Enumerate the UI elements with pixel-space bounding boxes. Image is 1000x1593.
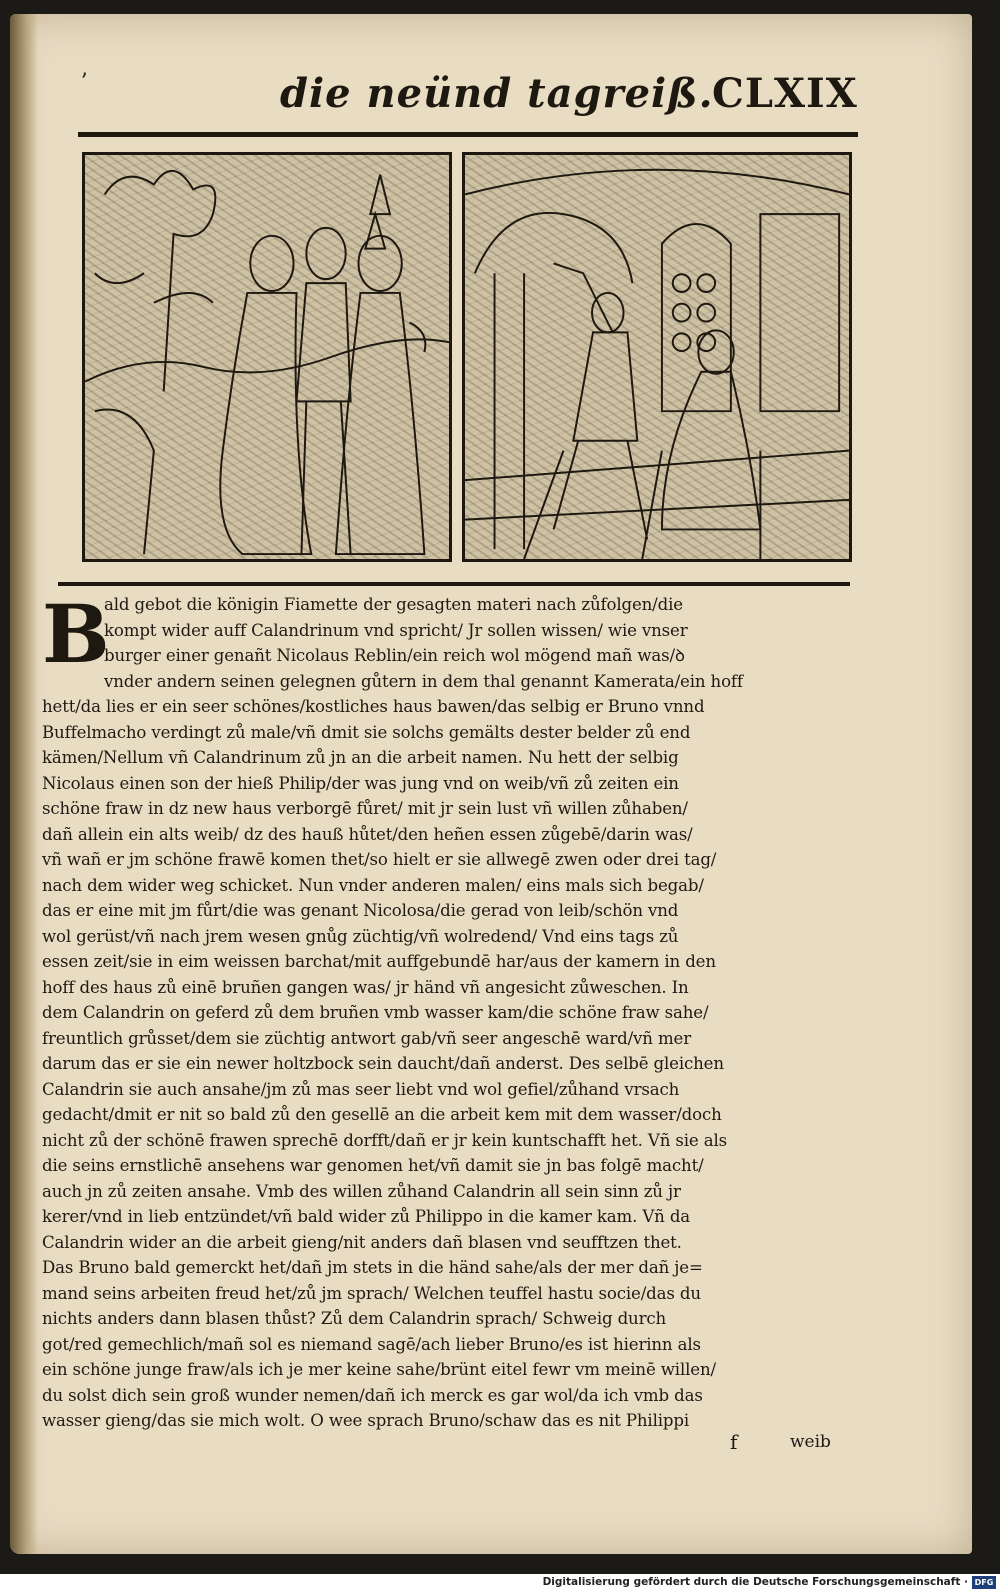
text-line: Nicolaus einen son der hieß Philip/der was jung vnd on weib/vñ zů zeiten ein xyxy=(42,773,679,793)
funding-credit: Digitalisierung gefördert durch die Deutsche Forschungsgemeinschaft · xyxy=(542,1576,968,1588)
signature-mark: f xyxy=(730,1430,738,1454)
text-line: dañ allein ein alts weib/ dz des hauß hůtet/den heñen essen zůgebē/darin was/ xyxy=(42,824,693,844)
text-line: ein schöne junge fraw/als ich je mer keine sahe/brünt eitel fewr vm meinē willen/ xyxy=(42,1360,716,1379)
header-rule xyxy=(78,132,858,137)
text-line: Buffelmacho verdingt zů male/vñ dmit sie solchs gemälts dester belder zů end xyxy=(42,722,691,742)
text-line: wol gerüst/vñ nach jrem wesen gnůg züchtig/vñ wolredend/ Vnd eins tags zů xyxy=(42,926,679,946)
running-head: die neünd tagreiß. xyxy=(280,70,714,117)
margin-mark: ʼ xyxy=(80,70,87,95)
text-line: got/red gemechlich/mañ sol es niemand sagē/ach lieber Bruno/es ist hierinn als xyxy=(42,1334,701,1354)
text-line: nichts anders dann blasen thůst? Zů dem Calandrin sprach/ Schweig durch xyxy=(42,1309,667,1328)
drop-initial: B xyxy=(42,587,110,681)
text-line: kerer/vnd in lieb entzündet/vñ bald wider zů Philippo in die kamer kam. Vñ da xyxy=(42,1207,691,1226)
text-line: hett/da lies er ein seer schönes/kostliches haus bawen/das selbig er Bruno vnnd xyxy=(42,697,705,716)
text-line: kompt wider auff Calandrinum vnd spricht/ Jr sollen wissen/ wie vnser xyxy=(104,620,688,640)
text-line: essen zeit/sie in eim weissen barchat/mit auffgebundē har/aus der kamern in den xyxy=(42,952,716,971)
text-line: auch jn zů zeiten ansahe. Vmb des willen zůhand Calandrin all sein sinn zů jr xyxy=(42,1181,681,1201)
text-line: mand seins arbeiten freud het/zů jm sprach/ Welchen teuffel hastu socie/das du xyxy=(42,1283,701,1303)
text-line: darum das er sie ein newer holtzbock sein daucht/dañ anderst. Des selbē gleichen xyxy=(42,1054,724,1073)
text-block xyxy=(42,587,852,1434)
text-line: burger einer genañt Nicolaus Reblin/ein reich wol mögend mañ was/ꝺ xyxy=(104,646,685,665)
woodcut-chamber-drawing xyxy=(465,155,849,559)
text-rule xyxy=(58,582,850,586)
woodcut-garden-scene xyxy=(82,152,452,562)
text-line: die seins ernstlichē ansehens war genomen het/vñ damit sie jn bas folgē macht/ xyxy=(42,1156,704,1175)
text-line: hoff des haus zů einē bruñen gangen was/ jr händ vñ angesicht zůweschen. In xyxy=(42,977,689,997)
folio-number: CLXIX xyxy=(712,70,858,117)
dfg-logo: DFG xyxy=(972,1576,996,1589)
text-line: dem Calandrin on geferd zů dem bruñen vmb wasser kam/die schöne fraw sahe/ xyxy=(42,1003,709,1022)
text-line: Das Bruno bald gemerckt het/dañ jm stets in die händ sahe/als der mer dañ je= xyxy=(42,1258,703,1277)
text-line: nicht zů der schönē frawen sprechē dorfft/dañ er jr kein kuntschafft het. Vñ sie als xyxy=(42,1130,727,1150)
text-line: freuntlich grůsset/dem sie züchtig antwort gab/vñ seer angeschē ward/vñ mer xyxy=(42,1028,691,1048)
woodcut-chamber-scene xyxy=(462,152,852,562)
page-gutter xyxy=(10,14,38,1554)
text-line: du solst dich sein groß wunder nemen/dañ ich merck es gar wol/da ich vmb das xyxy=(42,1385,703,1405)
text-line: ald gebot die königin Fiamette der gesagten materi nach zůfolgen/die xyxy=(104,595,683,614)
text-line: wasser gieng/das sie mich wolt. O wee sprach Bruno/schaw das es nit Philippi xyxy=(42,1411,689,1430)
text-line: nach dem wider weg schicket. Nun vnder anderen malen/ eins mals sich begab/ xyxy=(42,875,704,895)
text-line: Calandrin sie auch ansahe/jm zů mas seer liebt vnd wol gefiel/zůhand vrsach xyxy=(42,1079,680,1099)
text-line: gedacht/dmit er nit so bald zů den gesellē an die arbeit kem mit dem wasser/doch xyxy=(42,1105,722,1124)
text-line: kämen/Nellum vñ Calandrinum zů jn an die arbeit namen. Nu hett der selbig xyxy=(42,748,679,767)
text-line: vnder andern seinen gelegnen gůtern in dem thal genannt Kamerata/ein hoff xyxy=(104,671,743,691)
text-line: vñ wañ er jm schöne frawē komen thet/so hielt er sie allwegē zwen oder drei tag/ xyxy=(42,850,717,869)
text-line: das er eine mit jm fůrt/die was genant Nicolosa/die gerad von leib/schön vnd xyxy=(42,901,679,920)
catchword: weib xyxy=(790,1432,831,1452)
footer-bar xyxy=(0,1574,1000,1593)
woodcut-garden-drawing xyxy=(85,155,449,559)
text-line: schöne fraw in dz new haus verborgē fůret/ mit jr sein lust vñ willen zůhaben/ xyxy=(42,799,688,818)
text-line: Calandrin wider an die arbeit gieng/nit anders dañ blasen vnd seufftzen thet. xyxy=(42,1232,682,1252)
